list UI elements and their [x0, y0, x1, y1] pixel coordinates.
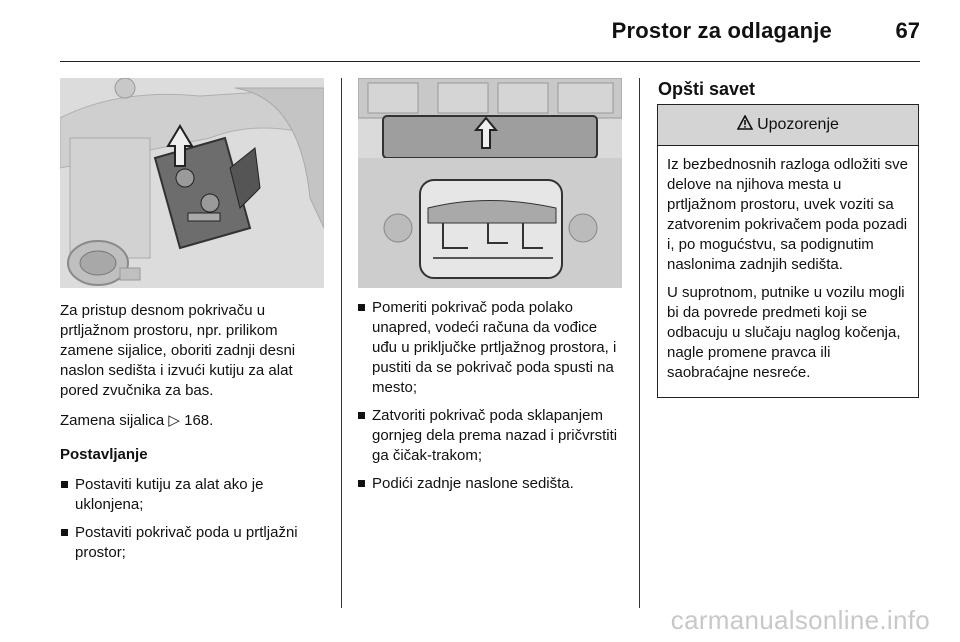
arrow-right-icon: ▷ [168, 412, 180, 429]
middle-text-column [357, 298, 623, 502]
list-item: Postaviti pokrivač poda u prtljažni prostor; [60, 523, 328, 563]
intro-paragraph: Za pristup desnom pokrivaču u prtljažnom prostoru, npr. prilikom zamene sijalice, oboriti zadnji desni naslon sedišta i izvući kutiju za alat pored zvučnika za bas. [60, 302, 296, 399]
left-text-column [60, 301, 328, 571]
warning-header [658, 105, 918, 146]
header-divider [60, 61, 920, 62]
section-heading: Opšti savet [658, 79, 756, 99]
warning-paragraph: Iz bezbednosnih razloga odložiti sve delove na njihova mesta u prtljažnom prostoru, uvek voziti sa zatvorenim pokrivačem poda pozadi i, po mogućstvu, sa podignutim naslonima zadnjih sedišta. [667, 156, 908, 273]
reference-page: 168. [184, 412, 214, 429]
column-divider-1 [341, 78, 342, 608]
warning-triangle-icon [737, 115, 753, 135]
column-divider-2 [639, 78, 640, 608]
tool-box-illustration [60, 78, 324, 288]
warning-paragraph: U suprotnom, putnike u vozilu mogli bi da povrede predmeti koji se odbacuju u slučaju naglog kočenja, nagle promene pravca ili saobraćajne nesreće. [667, 284, 905, 381]
subheading-postavljanje: Postavljanje [60, 446, 148, 463]
list-item: Podići zadnje naslone sedišta. [357, 474, 623, 494]
list-item: Zatvoriti pokrivač poda sklapanjem gornjeg dela prema nazad i pričvrstiti ga čičak-trakom; [357, 406, 623, 466]
page-number: 67 [895, 18, 920, 43]
floor-cover-illustration [358, 78, 622, 288]
list-item: Pomeriti pokrivač poda polako unapred, vodeći računa da vođice uđu u priključke prtljažnog prostora, i pustiti da se pokrivač poda spusti na mesto; [357, 298, 623, 398]
warning-box [657, 104, 919, 398]
watermark: carmanualsonline.info [670, 605, 930, 635]
list-item: Postaviti kutiju za alat ako je uklonjena; [60, 475, 328, 515]
page-title: Prostor za odlaganje [611, 18, 832, 43]
warning-title: Upozorenje [757, 116, 839, 133]
warning-body [658, 146, 918, 397]
reference-paragraph [60, 411, 328, 431]
reference-text: Zamena sijalica [60, 412, 165, 429]
